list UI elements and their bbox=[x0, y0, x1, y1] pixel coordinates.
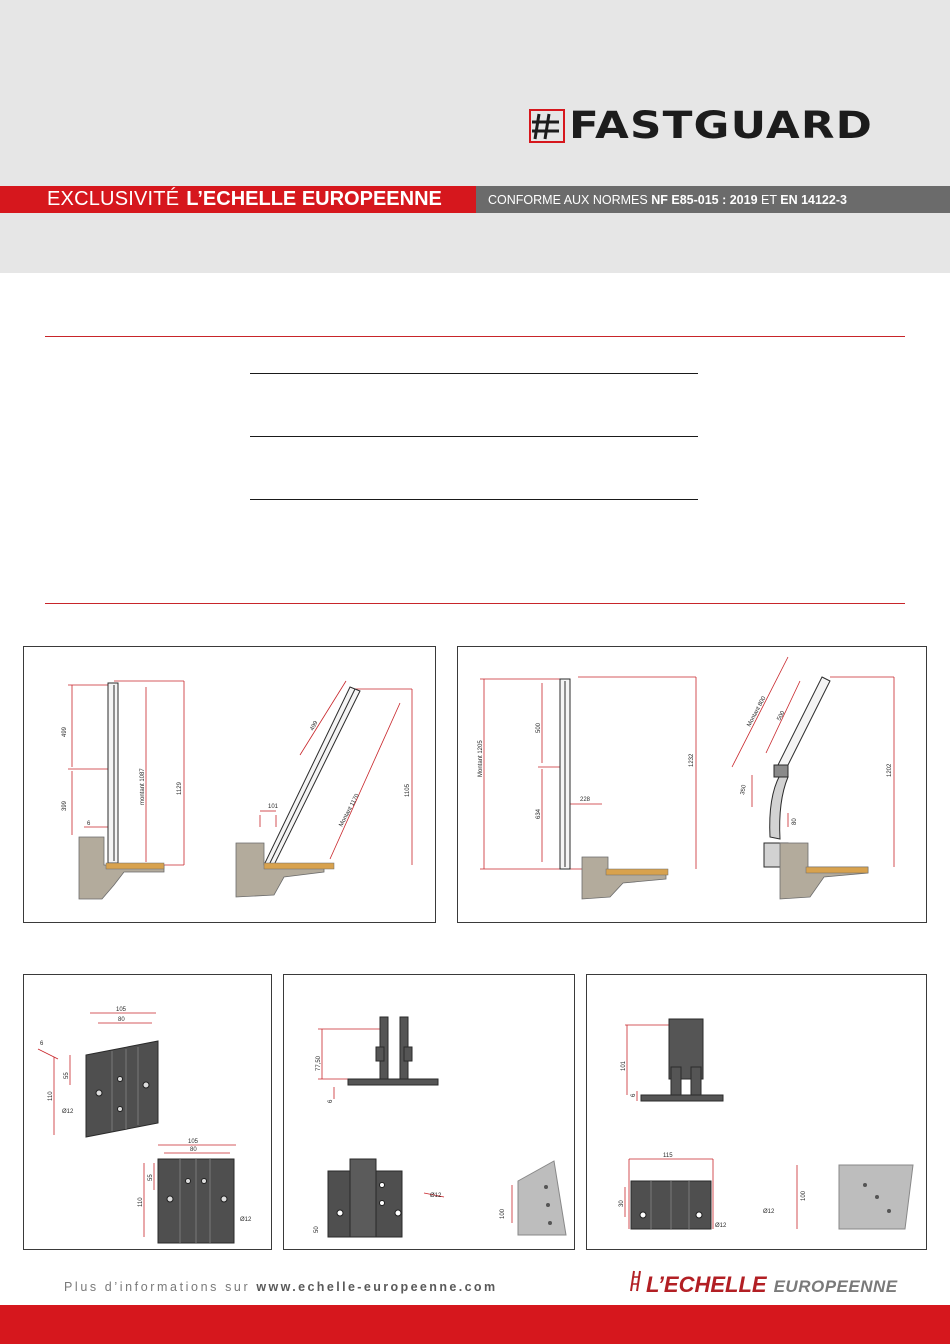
footer-text-label: Plus d’informations sur bbox=[64, 1280, 251, 1294]
dim-115: 115 bbox=[663, 1153, 673, 1159]
dim-101-mount: 101 bbox=[621, 1060, 627, 1071]
norms-mid: ET bbox=[757, 192, 781, 207]
dim-350: 350 bbox=[740, 784, 748, 796]
exclusivity-banner bbox=[0, 186, 476, 213]
dim-1232: 1232 bbox=[689, 753, 695, 767]
dim-80-top: 80 bbox=[118, 1017, 125, 1023]
dim-6-clamp: 6 bbox=[328, 1099, 334, 1103]
hole-dia-top: Ø12 bbox=[62, 1109, 74, 1115]
dim-105-top: 105 bbox=[116, 1007, 127, 1013]
technical-drawing-fixed bbox=[24, 647, 437, 924]
dim-110-bottom: 110 bbox=[138, 1197, 144, 1207]
dim-1105: 1105 bbox=[405, 784, 411, 797]
label-montant-1205: Montant 1205 bbox=[478, 740, 484, 777]
hole-dia-mount: Ø12 bbox=[715, 1223, 727, 1229]
divider-bottom bbox=[45, 603, 905, 604]
dim-499-left: 499 bbox=[62, 726, 68, 737]
table-rule-3 bbox=[250, 499, 698, 500]
drawing-panel-mount bbox=[586, 974, 927, 1250]
norm-en: EN 14122-3 bbox=[780, 192, 847, 207]
dim-80: 80 bbox=[792, 818, 798, 825]
fastguard-logo-icon bbox=[529, 109, 565, 143]
dim-1202: 1202 bbox=[887, 763, 893, 777]
footer-logo-sub: EUROPEENNE bbox=[773, 1277, 898, 1296]
footer-logo-main: L’ECHELLE bbox=[646, 1272, 767, 1297]
label-montant-800: Montant 800 bbox=[746, 695, 768, 728]
hole-dia-mount-2: Ø12 bbox=[763, 1209, 775, 1215]
dim-500-left: 500 bbox=[536, 722, 542, 733]
brand-name: FASTGUARD bbox=[569, 104, 874, 147]
technical-drawing-retractable bbox=[458, 647, 928, 924]
dim-50-clamp: 50 bbox=[314, 1226, 320, 1233]
dim-77-50: 77,50 bbox=[316, 1055, 322, 1071]
echelle-europeenne-logo bbox=[630, 1270, 898, 1298]
dim-55-bottom: 55 bbox=[148, 1174, 154, 1181]
label-montant-1170: Montant 1170 bbox=[338, 793, 361, 828]
dim-399: 399 bbox=[62, 800, 68, 811]
technical-drawing-wall-plate bbox=[24, 975, 273, 1251]
bottom-red-bar bbox=[0, 1305, 950, 1344]
dim-499-right: 499 bbox=[309, 720, 320, 732]
drawing-panel-retractable-guard bbox=[457, 646, 927, 923]
dim-110-top: 110 bbox=[48, 1091, 54, 1101]
technical-drawing-clamp bbox=[284, 975, 576, 1251]
dim-634: 634 bbox=[536, 808, 542, 819]
dim-100-mount: 100 bbox=[801, 1190, 807, 1201]
table-rule-2 bbox=[250, 436, 698, 437]
banner-prefix: EXCLUSIVITÉ bbox=[47, 188, 180, 210]
norms-prefix: CONFORME AUX NORMES bbox=[488, 192, 652, 207]
fastguard-logo bbox=[529, 104, 874, 147]
footer-website-link[interactable]: www.echelle-europeenne.com bbox=[256, 1280, 498, 1294]
dim-500-right: 500 bbox=[776, 710, 787, 722]
dim-55-top: 55 bbox=[64, 1072, 70, 1079]
drawing-panel-clamp bbox=[283, 974, 575, 1250]
divider-top bbox=[45, 336, 905, 337]
dim-6-mount: 6 bbox=[631, 1093, 637, 1097]
hole-dia-bottom: Ø12 bbox=[240, 1217, 252, 1223]
dim-80-bottom: 80 bbox=[190, 1147, 197, 1153]
footer-info bbox=[64, 1280, 497, 1294]
dim-1129: 1129 bbox=[177, 782, 183, 795]
table-rule-1 bbox=[250, 373, 698, 374]
label-montant-1087: montant 1087 bbox=[140, 768, 146, 805]
dim-228: 228 bbox=[580, 797, 591, 803]
banner-highlight: L’ECHELLE EUROPEENNE bbox=[186, 188, 442, 210]
dim-30-mount: 30 bbox=[619, 1200, 625, 1207]
norms-banner bbox=[476, 186, 950, 213]
dim-105-bottom: 105 bbox=[188, 1139, 199, 1145]
technical-drawing-mount bbox=[587, 975, 928, 1251]
hole-dia-clamp: Ø12 bbox=[430, 1193, 442, 1199]
dim-6: 6 bbox=[87, 821, 91, 827]
dim-100-clamp: 100 bbox=[500, 1208, 506, 1219]
dim-6-plate: 6 bbox=[40, 1041, 44, 1047]
ladder-icon bbox=[630, 1270, 642, 1292]
drawing-panel-fixed-guard bbox=[23, 646, 436, 923]
drawing-panel-wall-plate bbox=[23, 974, 272, 1250]
norm-nf: NF E85-015 : 2019 bbox=[651, 192, 758, 207]
dim-101: 101 bbox=[268, 804, 279, 810]
